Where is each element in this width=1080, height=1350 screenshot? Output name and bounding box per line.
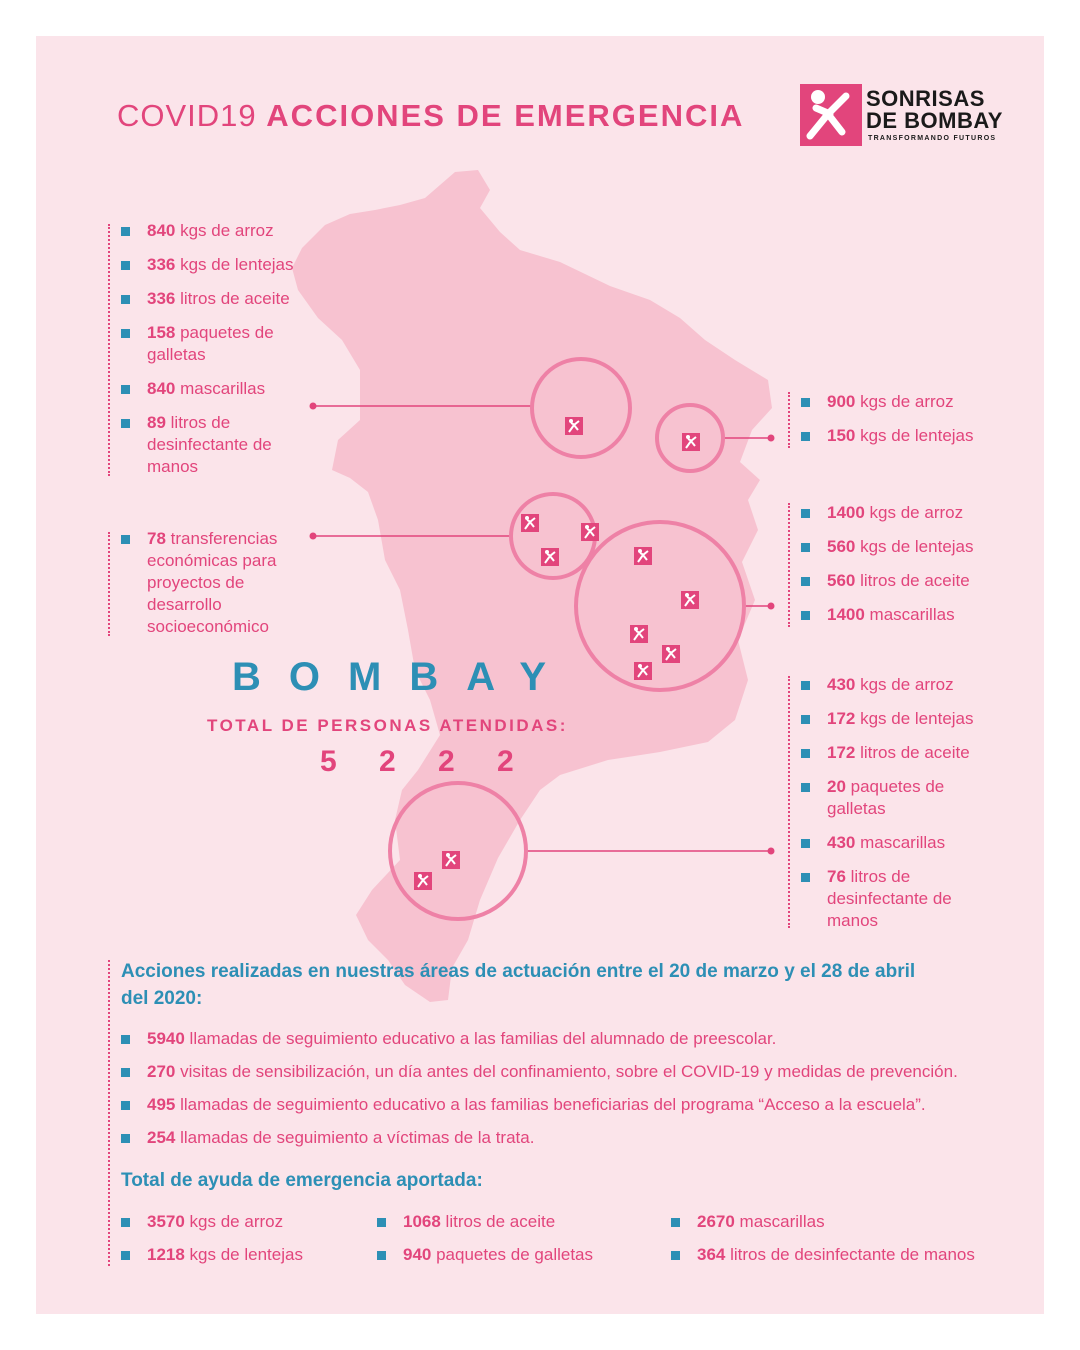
list-item: 89 litros de desinfectante de manos <box>121 412 296 478</box>
dotted-divider <box>788 503 790 627</box>
list-item: 2670 mascarillas <box>671 1211 1011 1233</box>
logo-tagline: TRANSFORMANDO FUTUROS <box>868 135 997 142</box>
list-item: 900 kgs de arroz <box>801 391 1011 413</box>
right-list-3 <box>801 674 976 944</box>
right-list-2 <box>801 502 1011 638</box>
dotted-divider <box>788 392 790 448</box>
logo-line-2: DE BOMBAY <box>866 108 1003 133</box>
actions-list <box>121 1028 1021 1160</box>
list-item: 76 litros de desinfectante de manos <box>801 866 976 932</box>
totals-list-col-1 <box>121 1211 361 1277</box>
marker-icon <box>414 872 432 890</box>
list-item: 1218 kgs de lentejas <box>121 1244 361 1266</box>
marker-icon <box>442 851 460 869</box>
list-item: 150 kgs de lentejas <box>801 425 1011 447</box>
city-name: BOMBAY <box>232 655 575 699</box>
marker-icon <box>681 591 699 609</box>
marker-icon <box>565 417 583 435</box>
logo <box>800 84 1003 148</box>
title-bold: ACCIONES DE EMERGENCIA <box>266 98 745 133</box>
list-item: 336 litros de aceite <box>121 288 296 310</box>
list-item: 840 kgs de arroz <box>121 220 296 242</box>
total-label: TOTAL DE PERSONAS ATENDIDAS: <box>207 716 568 735</box>
list-item: 1400 kgs de arroz <box>801 502 1011 524</box>
list-item: 1068 litros de aceite <box>377 1211 647 1233</box>
list-item: 158 paquetes de galletas <box>121 322 296 366</box>
list-item: 1400 mascarillas <box>801 604 1011 626</box>
list-item: 3570 kgs de arroz <box>121 1211 361 1233</box>
marker-icon <box>541 548 559 566</box>
list-item: 20 paquetes de galletas <box>801 776 976 820</box>
logo-line-1: SONRISAS <box>866 86 985 111</box>
dotted-divider <box>108 532 110 636</box>
total-value: 5 2 2 2 <box>320 745 531 778</box>
marker-icon <box>662 645 680 663</box>
list-item: 430 mascarillas <box>801 832 976 854</box>
actions-heading: Acciones realizadas en nuestras áreas de actuación entre el 20 de marzo y el 28 de abril del 2020: <box>121 961 916 1009</box>
list-item: 254 llamadas de seguimiento a víctimas de la trata. <box>121 1127 1021 1149</box>
list-item: 172 litros de aceite <box>801 742 976 764</box>
marker-icon <box>581 523 599 541</box>
list-item: 560 litros de aceite <box>801 570 1011 592</box>
right-list-1 <box>801 391 1011 459</box>
marker-icon <box>634 662 652 680</box>
totals-list-col-3 <box>671 1211 1011 1277</box>
dotted-divider <box>108 960 110 1266</box>
list-item: 430 kgs de arroz <box>801 674 976 696</box>
list-item: 78 transferencias económicas para proyectos de desarrollo socioeconómico <box>121 528 301 638</box>
marker-icon <box>521 514 539 532</box>
dotted-divider <box>108 224 110 476</box>
list-item: 940 paquetes de galletas <box>377 1244 647 1266</box>
page-title <box>117 98 744 134</box>
dotted-divider <box>788 676 790 928</box>
list-item: 560 kgs de lentejas <box>801 536 1011 558</box>
marker-icon <box>630 625 648 643</box>
list-item: 840 mascarillas <box>121 378 296 400</box>
list-item: 172 kgs de lentejas <box>801 708 976 730</box>
left-list-2 <box>121 528 301 650</box>
title-light: COVID19 <box>117 98 257 133</box>
list-item: 495 llamadas de seguimiento educativo a las familias beneficiarias del programa “Acceso a la escuela”. <box>121 1094 1021 1116</box>
list-item: 5940 llamadas de seguimiento educativo a las familias del alumnado de preescolar. <box>121 1028 1021 1050</box>
left-list-1 <box>121 220 296 490</box>
list-item: 364 litros de desinfectante de manos <box>671 1244 1011 1266</box>
marker-icon <box>682 433 700 451</box>
totals-heading: Total de ayuda de emergencia aportada: <box>121 1170 483 1191</box>
totals-list-col-2 <box>377 1211 647 1277</box>
logo-figure-icon <box>800 84 862 146</box>
list-item: 336 kgs de lentejas <box>121 254 296 276</box>
list-item: 270 visitas de sensibilización, un día antes del confinamiento, sobre el COVID-19 y medidas de prevención. <box>121 1061 1021 1083</box>
marker-icon <box>634 547 652 565</box>
map-landmass <box>292 170 772 1002</box>
